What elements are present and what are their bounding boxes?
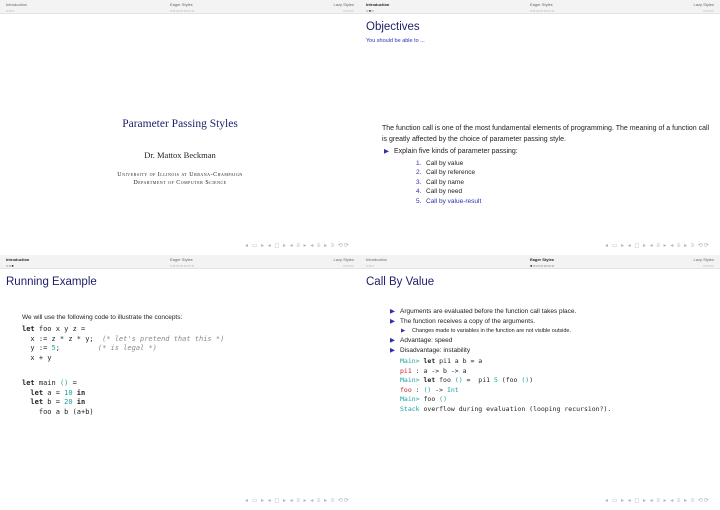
repl-session: Main> let pi1 a b = a pi1 : a -> b -> a Main> let foo () = pi1 5 (foo ()) foo : () -> Int Main> foo () Stack overflow during evaluation (looping recursion?). (400, 357, 612, 413)
author-name: Dr. Mattox Beckman (144, 150, 216, 160)
code-block-foo: let foo x y z = x := z * z * y; (* let's pretend that this *) y := 5; (* is legal *) x + y (22, 325, 225, 362)
intro-text: We will use the following code to illustrate the concepts: (22, 314, 183, 321)
nav-section-introduction[interactable]: Introduction ○○○ (6, 2, 27, 13)
bullet-list (382, 147, 712, 206)
frame-subtitle: You should be able to ... (366, 38, 425, 44)
nav-section-introduction[interactable]: Introduction ○○● (6, 257, 30, 268)
list-item: 2. Call by reference (416, 169, 476, 176)
enumerated-list (394, 159, 712, 207)
frame-title: Call By Value (366, 276, 435, 288)
beamer-nav-controls[interactable]: ◂ ▭ ▸ ◂ ◻ ▸ ◂ ≡ ▸ ◂ ≡ ▸ ≡ ⟲⟳ (245, 243, 350, 249)
nav-section-lazy[interactable]: Lazy Styles ○○○○ (333, 2, 354, 13)
bullet-item: ▶ The function receives a copy of the arguments. (390, 318, 536, 325)
nav-section-lazy[interactable]: Lazy Styles ○○○○ (693, 2, 714, 13)
nav-section-eager[interactable]: Eager Styles ○○○○○○○○○ (170, 2, 195, 13)
slide-call-by-value (360, 255, 720, 510)
nav-section-eager[interactable]: Eager Styles ○○○○○○○○○ (170, 257, 195, 268)
call-by-value-body (388, 307, 713, 415)
triangle-bullet-icon: ▶ (384, 148, 389, 155)
triangle-bullet-icon: ▶ (401, 328, 406, 334)
presentation-title: Parameter Passing Styles (122, 118, 238, 130)
nav-bar (360, 255, 720, 269)
beamer-nav-controls[interactable]: ◂ ▭ ▸ ◂ ◻ ▸ ◂ ≡ ▸ ◂ ≡ ▸ ≡ ⟲⟳ (605, 243, 710, 249)
frame-title: Running Example (6, 276, 97, 288)
list-item: 5. Call by value-result (416, 197, 482, 205)
nav-section-introduction[interactable]: Introduction ○○○ (366, 257, 387, 268)
bullet-item: ▶ Advantage: speed (390, 337, 453, 344)
nav-section-eager[interactable]: Eager Styles ○○○○○○○○○ (530, 2, 555, 13)
beamer-nav-controls[interactable]: ◂ ▭ ▸ ◂ ◻ ▸ ◂ ≡ ▸ ◂ ≡ ▸ ≡ ⟲⟳ (245, 498, 350, 504)
bullet-item: ▶ Explain five kinds of parameter passing: 1. Call by value 2. Call by reference 3. Call by name 4. Call by need 5. Call by value-result (382, 147, 712, 206)
nav-bar (0, 255, 360, 269)
slide-running-example (0, 255, 360, 510)
bullet-item: ▶ Arguments are evaluated before the function call takes place. (390, 308, 577, 315)
triangle-bullet-icon: ▶ (390, 337, 395, 344)
slide-title (0, 0, 360, 255)
sub-bullet-item: ▶ Changes made to variables in the function are not visible outside. (401, 328, 571, 334)
code-block-main: let main () = let a = 10 in let b = 20 in foo a b (a+b) (22, 379, 94, 416)
triangle-bullet-icon: ▶ (390, 347, 395, 354)
institution-university: University of Illinois at Urbana-Champaign (117, 172, 243, 178)
nav-section-lazy[interactable]: Lazy Styles ○○○○ (333, 257, 354, 268)
beamer-nav-controls[interactable]: ◂ ▭ ▸ ◂ ◻ ▸ ◂ ≡ ▸ ◂ ≡ ▸ ≡ ⟲⟳ (605, 498, 710, 504)
intro-paragraph: The function call is one of the most fundamental elements of programming. The meaning of a function call is greatly affected by the choice of parameter passing style. (382, 125, 710, 143)
objectives-body (382, 124, 712, 206)
list-item: 4. Call by need (416, 188, 463, 195)
institution-department: Department of Computer Science (133, 180, 227, 186)
frame-title: Objectives (366, 21, 420, 33)
list-item: 3. Call by name (416, 178, 464, 186)
nav-bar (0, 0, 360, 14)
institution (0, 171, 360, 187)
bullet-item: ▶ Disadvantage: instability (390, 347, 471, 354)
nav-bar (360, 0, 720, 14)
nav-section-lazy[interactable]: Lazy Styles ○○○○ (693, 257, 714, 268)
slide-objectives (360, 0, 720, 255)
triangle-bullet-icon: ▶ (390, 308, 395, 315)
nav-section-eager[interactable]: Eager Styles ●○○○○○○○○ (530, 257, 555, 268)
nav-section-introduction[interactable]: Introduction ○●○ (366, 2, 390, 13)
triangle-bullet-icon: ▶ (390, 318, 395, 325)
list-item: 1. Call by value (416, 159, 464, 167)
